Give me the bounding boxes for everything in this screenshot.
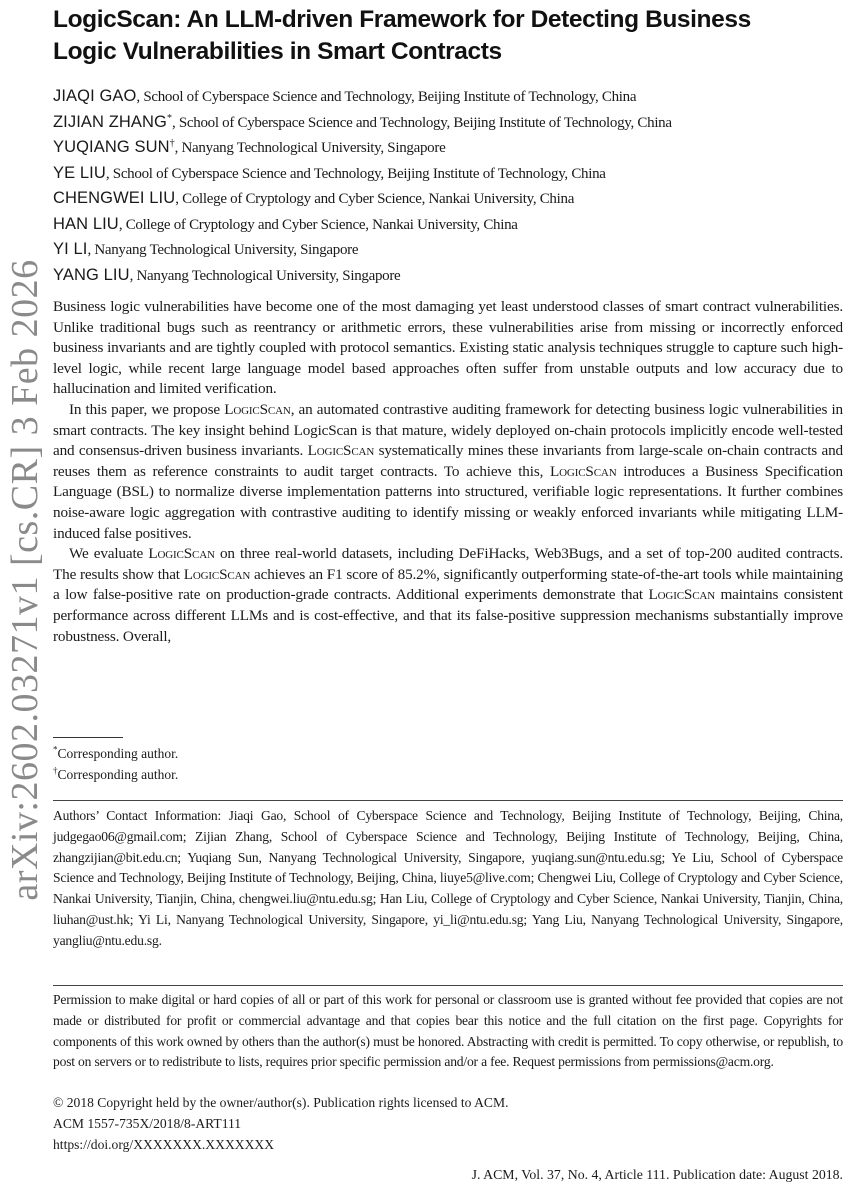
author-name: YI LI (53, 240, 88, 258)
system-name: LogicScan (224, 400, 291, 418)
acm-id-line: ACM 1557-735X/2018/8-ART111 (53, 1115, 242, 1131)
author-affiliation: , School of Cyberspace Science and Technology, Beijing Institute of Technology, China (171, 114, 672, 131)
author-affiliation: , College of Cryptology and Cyber Science, Nankai University, China (175, 191, 575, 207)
corresponding-author-mark: † (169, 138, 175, 149)
text-span: maintains consistent performance across different LLMs and is cost-effective, and that its false-positive suppression mechanisms substantially improve robustness. Overall, (53, 586, 843, 645)
author-name: YE LIU (53, 163, 106, 182)
footnote-mark: † (53, 765, 58, 776)
author-affiliation: , Nanyang Technological University, Singapore (87, 242, 359, 258)
text-span: introduces a Business Specification Language (BSL) to normalize diverse implementation patterns into structured, verifiable logic representations. It further combines noise-aware logic aggregation with contrastive auditing to identify missing or weakly enforced invariants while mitigating LLM-induced false positives. (53, 462, 843, 542)
footnote-item (53, 743, 843, 764)
text-span: achieves an F1 score of 85.2%, significantly outperforming state-of-the-art tools while maintaining a low false-positive rate on production-grade contracts. Additional experiments demonstrate that (53, 565, 843, 604)
text-span: We evaluate (69, 545, 149, 563)
paper-title (53, 4, 843, 68)
author-name: YANG LIU (53, 265, 130, 284)
arxiv-identifier-stamp (2, 180, 48, 980)
footnote-item (53, 764, 843, 785)
author-affiliation: , Nanyang Technological University, Singapore (129, 267, 401, 284)
author-name: ZIJIAN ZHANG (53, 112, 167, 131)
author-affiliation: , College of Cryptology and Cyber Science, Nankai University, China (118, 216, 518, 233)
author-affiliation: , School of Cyberspace Science and Technology, Beijing Institute of Technology, China (136, 89, 637, 105)
contact-divider (53, 800, 843, 801)
permission-notice: Permission to make digital or hard copies of all or part of this work for personal or classroom use is granted without fee provided that copies are not made or distributed for profit or commercial advantage and that copies bear this notice and the full citation on the first page. Copyrights for components of this work owned by others than the author(s) must be honored. Abstracting with credit is permitted. To copy otherwise, or republish, to post on servers or to redistribute to lists, requires prior specific permission and/or a fee. Request permissions from permissions@acm.org. (53, 992, 843, 1070)
author-entry (53, 110, 843, 136)
title-line-2: Logic Vulnerabilities in Smart Contracts (53, 38, 502, 65)
text-span: on three real-world datasets, including DeFiHacks, Web3Bugs, and a set of top-200 audited contracts. The results show that (53, 545, 843, 583)
abstract-paragraph-3 (53, 544, 843, 647)
author-name: JIAQI GAO (53, 87, 137, 105)
author-entry (53, 212, 843, 238)
footnote-text: Corresponding author. (57, 746, 179, 761)
abstract-paragraph-1: Business logic vulnerabilities have become one of the most damaging yet least understood classes of smart contract vulnerabilities. Unlike traditional bugs such as reentrancy or arithmetic errors, these vulnerabilities arise from missing or incorrectly enforced business invariants and are tightly coupled with protocol semantics. Existing static analysis techniques struggle to capture such high-level logic, while recent large language model based approaches often suffer from unstable outputs and low accuracy due to hallucination and limited verification. (53, 298, 843, 398)
author-name: YUQIANG SUN (53, 138, 170, 156)
authors-contact-information: Authors’ Contact Information: Jiaqi Gao, School of Cyberspace Science and Technology, Beijing Institute of Technology, Beijing, China, judgegao06@gmail.com; Zijian Zhang, School of Cyberspace Science and Technology, Beijing Institute of Technology, Beijing, China, zhangzijian@bit.edu.cn; Yuqiang Sun, Nanyang Technological University, Singapore, yuqiang.sun@ntu.edu.sg; Ye Liu, School of Cyberspace Science and Technology, Beijing Institute of Technology, Beijing, China, liuye5@live.com; Chengwei Liu, College of Cryptology and Cyber Science, Nankai University, Tianjin, China, chengwei.liu@ntu.edu.sg; Han Liu, College of Cryptology and Cyber Science, Nankai University, Tianjin, China, liuhan@ust.hk; Yi Li, Nanyang Technological University, Singapore, yi_li@ntu.edu.sg; Yang Liu, Nanyang Technological University, Singapore, yangliu@ntu.edu.sg. (53, 808, 843, 948)
permission-divider (53, 985, 843, 986)
footnotes (53, 743, 843, 785)
arxiv-identifier-text: arXiv:2602.03271v1 [cs.CR] 3 Feb 2026 (4, 259, 46, 901)
corresponding-author-mark: * (166, 112, 172, 124)
author-name: HAN LIU (53, 214, 119, 233)
doi-link[interactable]: https://doi.org/XXXXXXX.XXXXXXX (53, 1136, 275, 1152)
author-list (53, 84, 843, 288)
author-entry (53, 186, 843, 212)
author-entry (53, 237, 843, 263)
text-span: , an automated contrastive auditing framework for detecting business logic vulnerabilities in smart contracts. The key insight behind LogicScan is that mature, widely deployed on-chain protocols implicitly encode well-tested and consensus-driven business invariants. (53, 400, 843, 460)
footnote-divider (53, 737, 123, 738)
text-span: systematically mines these invariants from large-scale on-chain contracts and reuses them as reference constraints to audit target contracts. To achieve this, (53, 442, 843, 480)
author-affiliation: , Nanyang Technological University, Singapore (174, 140, 446, 156)
system-name: LogicScan (183, 565, 251, 583)
system-name: LogicScan (148, 545, 215, 563)
footnote-mark: * (53, 744, 58, 755)
running-footer: J. ACM, Vol. 37, No. 4, Article 111. Publication date: August 2018. (471, 1167, 843, 1182)
system-name: LogicScan (307, 442, 375, 460)
author-entry (53, 161, 843, 187)
copyright-line: © 2018 Copyright held by the owner/author(s). Publication rights licensed to ACM. (53, 1095, 509, 1110)
abstract (53, 297, 843, 647)
system-name: LogicScan (550, 462, 617, 480)
author-entry (53, 263, 843, 289)
publication-info (53, 1093, 843, 1155)
title-line-1: LogicScan: An LLM-driven Framework for Detecting Business (53, 6, 751, 33)
author-name: CHENGWEI LIU (53, 189, 176, 207)
text-span: In this paper, we propose (69, 400, 225, 418)
system-name: LogicScan (648, 586, 716, 604)
author-entry (53, 135, 843, 161)
abstract-paragraph-2 (53, 400, 843, 544)
footnote-text: Corresponding author. (57, 767, 179, 782)
author-entry (53, 84, 843, 110)
author-affiliation: , School of Cyberspace Science and Technology, Beijing Institute of Technology, China (105, 165, 606, 182)
